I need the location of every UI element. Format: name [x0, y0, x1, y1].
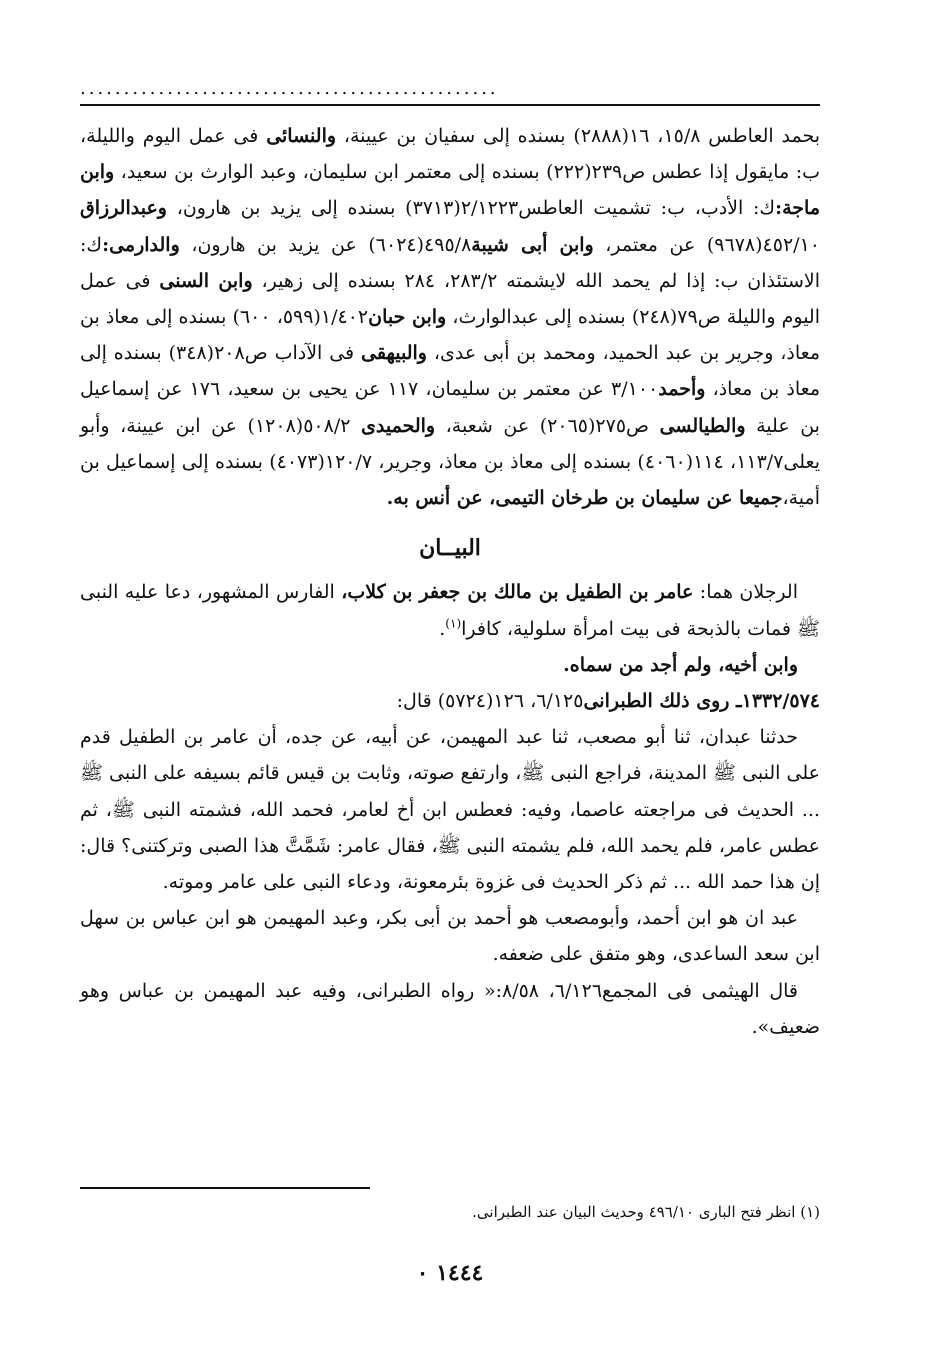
page-number: ١٤٤٤ ٠: [416, 1260, 484, 1286]
header-rule: [80, 104, 820, 106]
section-heading: البيــان: [419, 535, 481, 562]
header-dots: ................................................: [80, 78, 499, 99]
haythami-quote: قال الهيثمى فى المجمع٦/١٢٦، ٨/٥٨:« رواه الطبرانى، وفيه عبد المهيمن بن عباس وهو ضعيف».: [80, 979, 820, 1038]
footnote: (١) انظر فتح البارى ٤٩٦/١٠ وحديث البيان عند الطبرانى.: [472, 1203, 820, 1221]
footnote-marker: (١): [445, 616, 462, 631]
narrators-note: عبد ان هو ابن أحمد، وأبومصعب هو أحمد بن أبى بكر، وعبد المهيمن هو ابن عباس بن سهل ابن سعد الساعدى، وهو متفق على ضعفه.: [80, 907, 820, 966]
hadith-number-line: ١٣٣٢/٥٧٤ـ روى ذلك الطبرانى٦/١٢٥، ١٢٦(٥٧٢٤) قال:: [396, 690, 820, 713]
document-body: [80, 118, 820, 1045]
takhrij-paragraph: بحمد العاطس ١٥/٨، ١٦(٢٨٨٨) بسنده إلى سفيان بن عيينة، والنسائى فى عمل اليوم والليلة، ب: مايقول إذا عطس ص٢٣٩(٢٢٢) بسنده إلى معتمر ابن سليمان، وعبد الوارث بن سعيد، وابن ماجة:ك: الأدب، ب: تشميت العاطس٢/١٢٢٣(٣٧١٣) بسنده إلى يزيد بن هارون، وعبدالرزاق ٤٥٢/١٠(٩٦٧٨) عن معتمر، وابن أبى شيبة٤٩٥/٨(٦٠٢٤) عن يزيد بن هارون، والدارمى:ك: الاستئذان ب: إذا لم يحمد الله لايشمته ٢٨٣/٢، ٢٨٤ بسنده إلى زهير، وابن السنى فى عمل اليوم والليلة ص٧٩(٢٤٨) بسنده إلى عبدالوارث، وابن حبان١/٤٠٢(٥٩٩، ٦٠٠) بسنده إلى معاذ بن معاذ، وجرير بن عبد الحميد، ومحمد بن أبى عدى، والبيهقى فى الآداب ص٢٠٨(٣٤٨) بسنده إلى معاذ بن معاذ، وأحمد٣/١٠٠ عن معتمر بن سليمان، ١١٧ عن يحيى بن سعيد، ١٧٦ عن إسماعيل بن علية والطيالسى ص٢٧٥(٢٠٦٥) عن شعبة، والحميدى ٥٠٨/٢(١٢٠٨) عن ابن عيينة، وأبو يعلى١١٣/٧، ١١٤(٤٠٦٠) بسنده إلى معاذ بن معاذ، وجرير، ١٢٠/٧(٤٠٧٣) بسنده إلى إسماعيل بن أمية،جميعا عن سليمان بن طرخان التيمى، عن أنس به.: [80, 125, 821, 510]
footnote-rule: [80, 1187, 370, 1189]
bayan-paragraph: الرجلان هما: عامر بن الطفيل بن مالك بن جعفر بن كلاب، الفارس المشهور، دعا عليه النبى ﷺ فمات بالذبحة فى بيت امرأة سلولية، كافرا$^{(١)}$.: [80, 581, 820, 640]
hadith-text: حدثنا عبدان، ثنا أبو مصعب، ثنا عبد المهيمن، عن أبيه، عن جده، أن عامر بن الطفيل قدم على النبى ﷺ المدينة، فراجع النبى ﷺ، وارتفع صوته، وثابت بن قيس قائم بسيفه على النبى ﷺ ... الحديث فى مراجعته عاصما، وفيه: فعطس ابن أخ لعامر، فحمد الله، فشمته النبى ﷺ، ثم عطس عامر، فلم يحمد الله، فلم يشمته النبى ﷺ، فقال عامر: شَمَّتَّ هذا الصبى وتركتنى؟ قال: إن هذا حمد الله ... ثم ذكر الحديث فى غزوة بئرمعونة، ودعاء النبى على عامر وموته.: [80, 726, 820, 894]
nephew-line: وابن أخيه، ولم أجد من سماه.: [563, 653, 798, 676]
